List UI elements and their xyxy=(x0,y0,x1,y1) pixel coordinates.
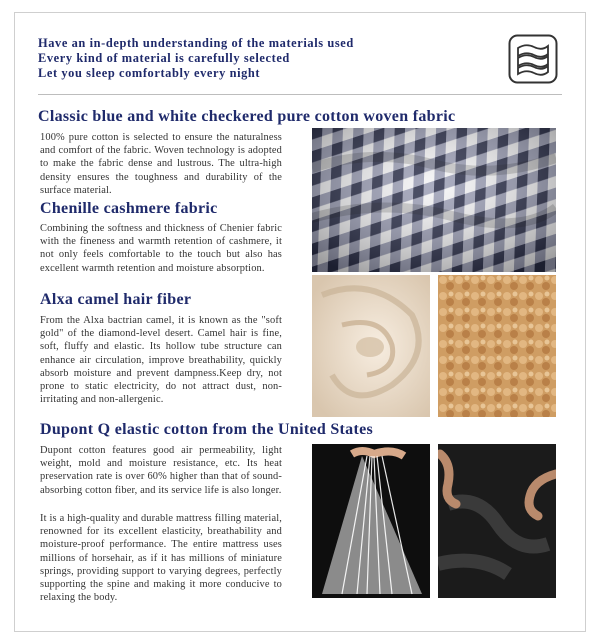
header xyxy=(38,36,478,81)
fabric-layers-icon xyxy=(508,34,558,84)
section-text-dupont: Dupont cotton features good air permeability, light weight, mold and moisture resistance, etc. Its heat preservation rate is over 60% higher than that of sound-absorbing cotton fiber, and its service life is also longer. xyxy=(40,445,282,496)
section-text-chenille: Combining the softness and thickness of Chenier fabric with the fineness and warmth retention of cashmere, it not only feels comfortable to the touch but also has excellent warmth retention and moisture absorption. xyxy=(40,223,282,274)
checkered-fabric-photo xyxy=(312,128,556,272)
section-text-checkered: 100% pure cotton is selected to ensure the naturalness and comfort of the fabric. Woven technology is adopted to make the fabric dense and lustrous. The ultra-high density ensures the toughness and durability of the surface material. xyxy=(40,132,282,196)
fiber-handling-photo xyxy=(438,444,556,598)
camel-hair-photo xyxy=(438,275,556,417)
section-title-dupont: Dupont Q elastic cotton from the United States xyxy=(40,421,374,438)
header-line-1: Have an in-depth understanding of the materials used xyxy=(38,36,354,50)
section-text-dupont-2: It is a high-quality and durable mattress filling material, renowned for its excellent elasticity, breathability and moisture-proof performance. The entire mattress uses millions of horsehair, as if it has millions of miniature springs, providing support to varying degrees, perfectly supporting the spine and making it more conducive to relaxing the body. xyxy=(40,513,282,604)
section-title-camel: Alxa camel hair fiber xyxy=(40,291,192,308)
section-text-camel: From the Alxa bactrian camel, it is known as the "soft gold" of the diamond-level desert. Camel hair is fine, soft, fluffy and elastic. Its hollow tube structure can enhance air circulation, improve breathability, quickly absorb moisture and prevent dampness.Keep dry, not prone to static electricity, do not attract dust, non-irritating and non-allergenic. xyxy=(40,315,282,406)
cashmere-fabric-photo xyxy=(312,275,430,417)
section-title-chenille: Chenille cashmere fabric xyxy=(40,200,218,217)
section-title-checkered: Classic blue and white checkered pure cotton woven fabric xyxy=(38,108,456,125)
header-divider xyxy=(38,94,562,95)
header-line-2: Every kind of material is carefully selected xyxy=(38,51,290,65)
dupont-fiber-photo xyxy=(312,444,430,598)
header-line-3: Let you sleep comfortably every night xyxy=(38,66,261,80)
